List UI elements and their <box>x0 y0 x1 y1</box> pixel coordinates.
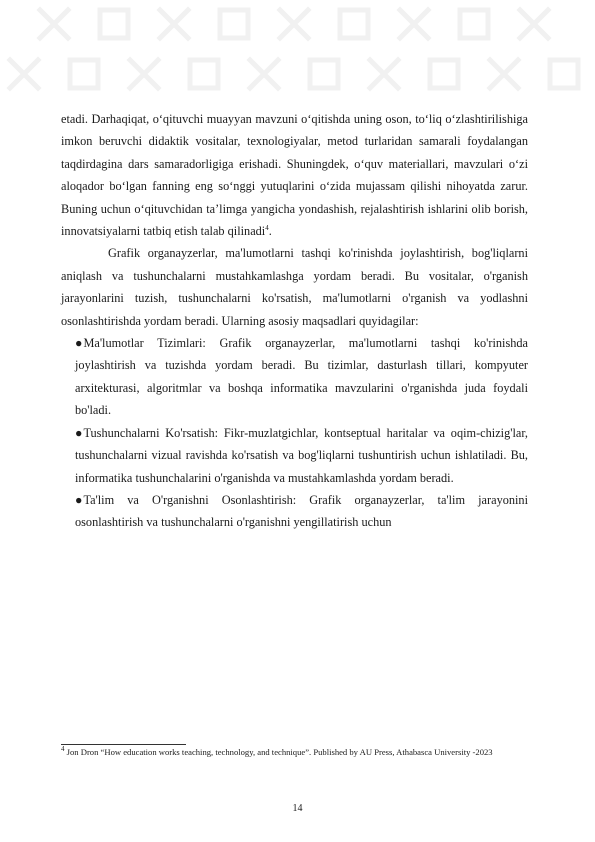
footnote-reference[interactable]: 4 <box>265 223 269 232</box>
bullet-text: Tushunchalarni Ko'rsatish: Fikr-muzlatgichlar, kontseptual haritalar va oqim-chizig'lar, tushunchalarni vizual ravishda ko'rsatish va bog'liqlarni tushuntirish uchun ishlatiladi. Bu, informatika tushunchalarini o'rganishda va mustahkamlashda yordam beradi. <box>75 425 528 485</box>
footnote-number: 4 <box>61 745 65 754</box>
bullet-text: Ma'lumotlar Tizimlari: Grafik organayzerlar, ma'lumotlarni tashqi ko'rinishda joylashtirish va tuzishda yordam beradi. Bu tizimlar, dasturlash tillari, kompyuter arxitekturasi, algoritmlar va boshqa informatika mavzularini o'rganishda juda foydali bo'ladi. <box>75 336 528 418</box>
bullet-item <box>61 422 528 489</box>
footnote-text: Jon Dron “How education works teaching, technology, and technique”. Published by AU Press, Athabasca University -2023 <box>64 747 493 757</box>
bullet-item <box>61 332 528 422</box>
bullet-icon: ● <box>75 492 83 507</box>
bullet-item <box>61 489 528 534</box>
paragraph-end: . <box>268 224 272 239</box>
footnote-divider <box>61 744 186 745</box>
page-body <box>61 108 528 534</box>
page-number: 14 <box>292 803 303 814</box>
bullet-icon: ● <box>75 425 83 440</box>
bullet-icon: ● <box>75 336 83 351</box>
body-paragraph: Grafik organayzerlar, ma'lumotlarni tashqi ko'rinishda joylashtirish, bog'liqlarni aniqlash va tushunchalarni mustahkamlashga yordam beradi. Bu vositalar, o'rganish jarayonlarini tuzish, tushunchalarni ko'rsatish, ma'lumotlarni o'rganish va yodlashni osonlashtirishda yordam beradi. Ularning asosiy maqsadlari quyidagilar: <box>61 246 528 328</box>
footnote <box>61 747 528 759</box>
bullet-text: Ta'lim va O'rganishni Osonlashtirish: Grafik organayzerlar, ta'lim jarayonini osonlashtirish va tushunchalarni o'rganishni yengillatirish uchun <box>75 492 528 530</box>
paragraph-text: etadi. Darhaqiqat, o‘qituvchi muayyan mavzuni o‘qitishda uning oson, to‘liq o‘zlashtirilishiga imkon beruvchi didaktik vositalar, texnologiyalar, metod turlaridan samarali foydalangan taqdirdagina dars samaradorligiga erishadi. Shuningdek, o‘quv materiallari, mavzulari o‘zi aloqador bo‘lgan fanning eng so‘nggi yutuqlarini o‘zida mujassam qilishi nihoyatda zarur. Buning uchun o‘qituvchidan ta’limga yangicha yondashish, rejalashtirish ishlarini olib borish, innovatsiyalarni tatbiq etish talab qilinadi <box>61 112 528 239</box>
body-paragraph-continued <box>61 108 528 242</box>
